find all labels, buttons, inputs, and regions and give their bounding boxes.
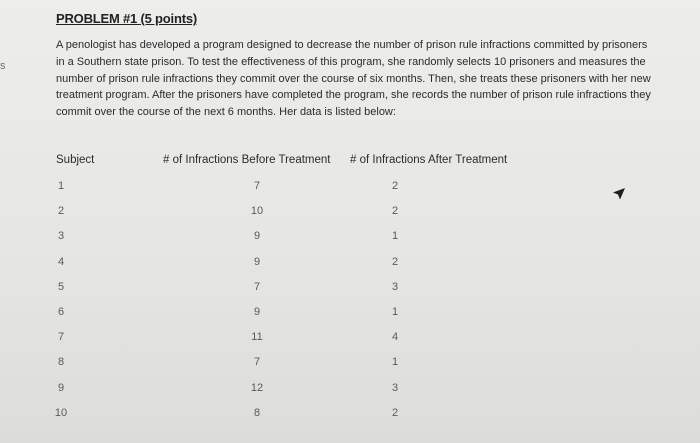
after-cell: 1: [391, 356, 399, 368]
before-cell: 9: [253, 230, 261, 242]
after-cell: 3: [391, 281, 399, 293]
after-cell: 2: [391, 205, 399, 217]
subject-cell: 9: [57, 382, 65, 394]
table-row: [0, 306, 700, 322]
before-cell: 9: [253, 306, 261, 318]
problem-description: A penologist has developed a program designed to decrease the number of prison rule infractions committed by prisoners in a Southern state prison. To test the effectiveness of this program, she randomly selects 10 prisoners and measures the number of prison rule infractions they commit over the course of six months. Then, she treats these prisoners with her new treatment program. After the prisoners have completed the program, she records the number of prison rule infractions they commit over the course of the next 6 months. Her data is listed below:: [56, 39, 651, 119]
table-row: [0, 230, 700, 246]
before-cell: 8: [253, 407, 261, 419]
table-row: [0, 256, 700, 272]
table-row: [0, 382, 700, 398]
before-cell: 11: [251, 331, 263, 343]
subject-cell: 1: [57, 180, 65, 192]
subject-cell: 7: [57, 331, 65, 343]
before-cell: 7: [253, 180, 261, 192]
subject-cell: 8: [57, 356, 65, 368]
table-row: [0, 281, 700, 297]
after-cell: 2: [391, 256, 399, 268]
before-cell: 7: [253, 281, 261, 293]
subject-cell: 10: [54, 407, 68, 419]
column-header-after: # of Infractions After Treatment: [350, 154, 508, 166]
after-cell: 4: [391, 331, 399, 343]
after-cell: 3: [391, 382, 399, 394]
subject-cell: 3: [57, 230, 65, 242]
subject-cell: 4: [57, 256, 65, 268]
problem-title: PROBLEM #1 (5 points): [56, 11, 197, 26]
before-cell: 9: [253, 256, 261, 268]
subject-cell: 6: [57, 306, 65, 318]
column-header-before: # of Infractions Before Treatment: [163, 154, 331, 166]
before-cell: 12: [250, 382, 264, 394]
after-cell: 1: [391, 306, 399, 318]
edge-fragment-text: s: [0, 60, 6, 72]
after-cell: 2: [391, 180, 399, 192]
table-row: [0, 180, 700, 196]
before-cell: 7: [253, 356, 261, 368]
table-row: [0, 356, 700, 372]
mouse-pointer-icon: [612, 187, 626, 201]
table-row: [0, 331, 700, 347]
table-row: [0, 407, 700, 423]
subject-cell: 5: [57, 281, 65, 293]
before-cell: 10: [250, 205, 264, 217]
table-row: [0, 205, 700, 221]
after-cell: 1: [391, 230, 399, 242]
column-header-subject: Subject: [56, 154, 95, 166]
after-cell: 2: [391, 407, 399, 419]
subject-cell: 2: [57, 205, 65, 217]
